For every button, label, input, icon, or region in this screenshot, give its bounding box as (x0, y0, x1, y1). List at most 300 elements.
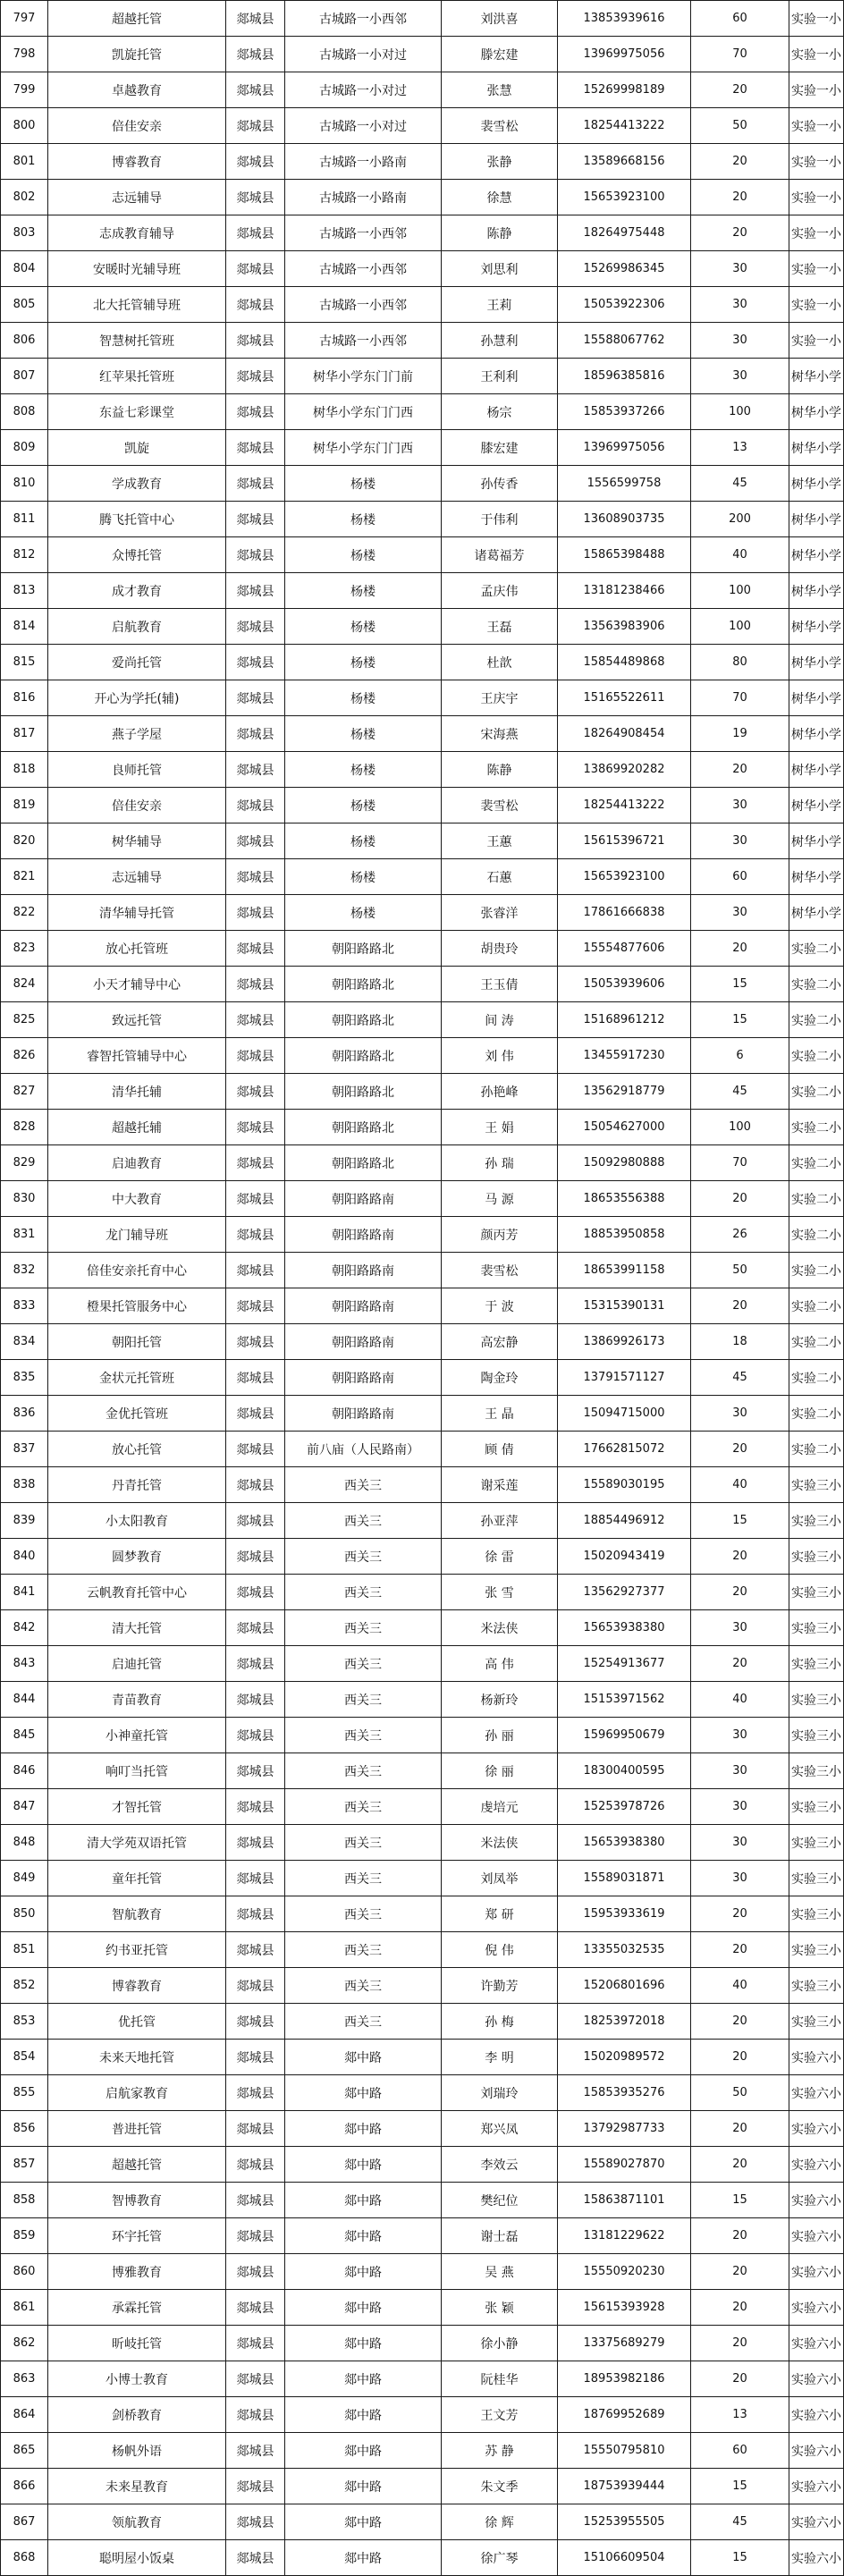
table-row (1, 2040, 844, 2075)
phone-number: 15653938380 (558, 1825, 691, 1861)
address: 郯中路 (285, 2147, 442, 2183)
table-row (1, 108, 844, 144)
contact-person: 裴雪松 (442, 108, 558, 144)
county: 郯城县 (226, 2326, 285, 2361)
table-row (1, 680, 844, 716)
contact-person: 陶金玲 (442, 1360, 558, 1396)
county: 郯城县 (226, 1753, 285, 1789)
address: 朝阳路路北 (285, 1038, 442, 1074)
address: 郯中路 (285, 2326, 442, 2361)
table-row (1, 1467, 844, 1503)
county: 郯城县 (226, 1896, 285, 1932)
address: 杨楼 (285, 502, 442, 537)
nearby-school: 实验二小 (789, 1002, 844, 1038)
contact-person: 虔培元 (442, 1789, 558, 1825)
student-count: 13 (691, 2397, 789, 2433)
county: 郯城县 (226, 144, 285, 180)
table-row (1, 1503, 844, 1539)
address: 西关三 (285, 1718, 442, 1753)
address: 杨楼 (285, 823, 442, 859)
table-row (1, 1575, 844, 1610)
address: 郯中路 (285, 2469, 442, 2504)
student-count: 70 (691, 1145, 789, 1181)
contact-person: 李效云 (442, 2147, 558, 2183)
county: 郯城县 (226, 1968, 285, 2004)
table-row (1, 1217, 844, 1253)
address: 西关三 (285, 1861, 442, 1896)
nearby-school: 实验六小 (789, 2183, 844, 2218)
contact-person: 倪 伟 (442, 1932, 558, 1968)
address: 西关三 (285, 1682, 442, 1718)
table-row (1, 1396, 844, 1432)
nearby-school: 实验六小 (789, 2040, 844, 2075)
county: 郯城县 (226, 180, 285, 215)
address: 西关三 (285, 1825, 442, 1861)
institution-name: 清大托管 (48, 1610, 226, 1646)
table-row (1, 823, 844, 859)
county: 郯城县 (226, 502, 285, 537)
county: 郯城县 (226, 2147, 285, 2183)
contact-person: 杨新玲 (442, 1682, 558, 1718)
student-count: 20 (691, 2326, 789, 2361)
institution-name: 杨帆外语 (48, 2433, 226, 2469)
contact-person: 米法侠 (442, 1610, 558, 1646)
student-count: 20 (691, 2111, 789, 2147)
county: 郯城县 (226, 1682, 285, 1718)
county: 郯城县 (226, 1825, 285, 1861)
county: 郯城县 (226, 537, 285, 573)
nearby-school: 实验三小 (789, 1718, 844, 1753)
row-index: 834 (1, 1324, 48, 1360)
county: 郯城县 (226, 931, 285, 967)
phone-number: 15865398488 (558, 537, 691, 573)
institution-name: 博睿教育 (48, 144, 226, 180)
phone-number: 15253955505 (558, 2504, 691, 2540)
student-count: 80 (691, 645, 789, 680)
table-row (1, 1110, 844, 1145)
institution-name: 智慧树托管班 (48, 323, 226, 359)
address: 杨楼 (285, 788, 442, 823)
table-row (1, 2075, 844, 2111)
county: 郯城县 (226, 1646, 285, 1682)
phone-number: 15020943419 (558, 1539, 691, 1575)
nearby-school: 实验二小 (789, 1145, 844, 1181)
contact-person: 阮桂华 (442, 2361, 558, 2397)
table-row (1, 1074, 844, 1110)
address: 朝阳路路南 (285, 1360, 442, 1396)
institution-name: 超越托管 (48, 1, 226, 37)
institution-name: 安暖时光辅导班 (48, 251, 226, 287)
nearby-school: 实验一小 (789, 180, 844, 215)
address: 杨楼 (285, 752, 442, 788)
address: 杨楼 (285, 859, 442, 895)
phone-number: 15020989572 (558, 2040, 691, 2075)
nearby-school: 实验六小 (789, 2218, 844, 2254)
student-count: 30 (691, 823, 789, 859)
student-count: 30 (691, 788, 789, 823)
nearby-school: 实验三小 (789, 1503, 844, 1539)
row-index: 804 (1, 251, 48, 287)
student-count: 20 (691, 752, 789, 788)
contact-person: 高 伟 (442, 1646, 558, 1682)
contact-person: 徐慧 (442, 180, 558, 215)
phone-number: 18653556388 (558, 1181, 691, 1217)
nearby-school: 树华小学 (789, 680, 844, 716)
county: 郯城县 (226, 2004, 285, 2040)
address: 朝阳路路北 (285, 1002, 442, 1038)
address: 西关三 (285, 1575, 442, 1610)
county: 郯城县 (226, 716, 285, 752)
address: 郯中路 (285, 2540, 442, 2576)
institution-name: 启迪托管 (48, 1646, 226, 1682)
table-row (1, 931, 844, 967)
institution-name: 橙果托管服务中心 (48, 1288, 226, 1324)
student-count: 50 (691, 108, 789, 144)
student-count: 15 (691, 2469, 789, 2504)
student-count: 100 (691, 1110, 789, 1145)
county: 郯城县 (226, 2504, 285, 2540)
nearby-school: 树华小学 (789, 716, 844, 752)
phone-number: 13869920282 (558, 752, 691, 788)
address: 西关三 (285, 1467, 442, 1503)
nearby-school: 实验二小 (789, 1324, 844, 1360)
row-index: 866 (1, 2469, 48, 2504)
table-row (1, 1646, 844, 1682)
nearby-school: 实验一小 (789, 323, 844, 359)
row-index: 847 (1, 1789, 48, 1825)
table-row (1, 1610, 844, 1646)
student-count: 200 (691, 502, 789, 537)
phone-number: 18596385816 (558, 359, 691, 394)
county: 郯城县 (226, 2218, 285, 2254)
nearby-school: 树华小学 (789, 359, 844, 394)
table-row (1, 2469, 844, 2504)
institution-name: 放心托管班 (48, 931, 226, 967)
institution-name: 卓越教育 (48, 72, 226, 108)
county: 郯城县 (226, 2040, 285, 2075)
row-index: 860 (1, 2254, 48, 2290)
phone-number: 18854496912 (558, 1503, 691, 1539)
row-index: 808 (1, 394, 48, 430)
row-index: 835 (1, 1360, 48, 1396)
contact-person: 孙 瑞 (442, 1145, 558, 1181)
student-count: 20 (691, 1896, 789, 1932)
row-index: 850 (1, 1896, 48, 1932)
phone-number: 13969975056 (558, 430, 691, 466)
table-row (1, 251, 844, 287)
nearby-school: 树华小学 (789, 752, 844, 788)
contact-person: 孙艳峰 (442, 1074, 558, 1110)
address: 西关三 (285, 1753, 442, 1789)
contact-person: 杨宗 (442, 394, 558, 430)
institution-name: 童年托管 (48, 1861, 226, 1896)
table-row (1, 144, 844, 180)
institution-name: 志远辅导 (48, 180, 226, 215)
nearby-school: 实验三小 (789, 1825, 844, 1861)
institution-name: 博睿教育 (48, 1968, 226, 2004)
nearby-school: 实验六小 (789, 2361, 844, 2397)
contact-person: 王文芳 (442, 2397, 558, 2433)
row-index: 853 (1, 2004, 48, 2040)
student-count: 50 (691, 2075, 789, 2111)
county: 郯城县 (226, 1503, 285, 1539)
table-row (1, 752, 844, 788)
nearby-school: 实验二小 (789, 1432, 844, 1467)
student-count: 13 (691, 430, 789, 466)
institution-name: 清华托辅 (48, 1074, 226, 1110)
institution-name: 北大托管辅导班 (48, 287, 226, 323)
address: 郯中路 (285, 2433, 442, 2469)
student-count: 20 (691, 2004, 789, 2040)
county: 郯城县 (226, 1932, 285, 1968)
county: 郯城县 (226, 609, 285, 645)
address: 朝阳路路南 (285, 1324, 442, 1360)
county: 郯城县 (226, 2254, 285, 2290)
nearby-school: 树华小学 (789, 823, 844, 859)
contact-person: 膝宏建 (442, 430, 558, 466)
phone-number: 15269986345 (558, 251, 691, 287)
address: 西关三 (285, 1968, 442, 2004)
student-count: 20 (691, 1646, 789, 1682)
table-row (1, 180, 844, 215)
table-row (1, 2397, 844, 2433)
address: 古城路一小西邻 (285, 287, 442, 323)
phone-number: 15053922306 (558, 287, 691, 323)
phone-number: 15254913677 (558, 1646, 691, 1682)
institution-name: 树华辅导 (48, 823, 226, 859)
table-body (1, 1, 844, 2576)
contact-person: 孙 梅 (442, 2004, 558, 2040)
row-index: 814 (1, 609, 48, 645)
row-index: 812 (1, 537, 48, 573)
row-index: 843 (1, 1646, 48, 1682)
table-row (1, 430, 844, 466)
student-count: 15 (691, 1503, 789, 1539)
student-count: 30 (691, 287, 789, 323)
student-count: 45 (691, 2504, 789, 2540)
nearby-school: 实验二小 (789, 1360, 844, 1396)
table-row (1, 466, 844, 502)
county: 郯城县 (226, 1288, 285, 1324)
table-row (1, 1968, 844, 2004)
contact-person: 孙慧利 (442, 323, 558, 359)
row-index: 845 (1, 1718, 48, 1753)
table-row (1, 716, 844, 752)
nearby-school: 实验三小 (789, 1968, 844, 2004)
student-count: 40 (691, 1968, 789, 2004)
row-index: 798 (1, 37, 48, 72)
table-row (1, 2111, 844, 2147)
address: 树华小学东门门西 (285, 430, 442, 466)
nearby-school: 实验三小 (789, 1789, 844, 1825)
phone-number: 13869926173 (558, 1324, 691, 1360)
student-count: 20 (691, 2254, 789, 2290)
row-index: 818 (1, 752, 48, 788)
row-index: 857 (1, 2147, 48, 2183)
county: 郯城县 (226, 251, 285, 287)
table-row (1, 645, 844, 680)
row-index: 797 (1, 1, 48, 37)
student-count: 19 (691, 716, 789, 752)
student-count: 20 (691, 1575, 789, 1610)
contact-person: 间 涛 (442, 1002, 558, 1038)
nearby-school: 树华小学 (789, 430, 844, 466)
phone-number: 17662815072 (558, 1432, 691, 1467)
row-index: 861 (1, 2290, 48, 2326)
phone-number: 18753939444 (558, 2469, 691, 2504)
phone-number: 13853939616 (558, 1, 691, 37)
contact-person: 徐小静 (442, 2326, 558, 2361)
institution-name: 成才教育 (48, 573, 226, 609)
row-index: 800 (1, 108, 48, 144)
nearby-school: 树华小学 (789, 859, 844, 895)
phone-number: 13792987733 (558, 2111, 691, 2147)
nearby-school: 实验六小 (789, 2254, 844, 2290)
nearby-school: 实验六小 (789, 2540, 844, 2576)
nearby-school: 实验六小 (789, 2397, 844, 2433)
address: 郯中路 (285, 2254, 442, 2290)
institution-name: 才智托管 (48, 1789, 226, 1825)
address: 杨楼 (285, 716, 442, 752)
row-index: 854 (1, 2040, 48, 2075)
table-row (1, 1002, 844, 1038)
table-row (1, 1038, 844, 1074)
contact-person: 孙 丽 (442, 1718, 558, 1753)
contact-person: 胡贵玲 (442, 931, 558, 967)
institution-name: 环宇托管 (48, 2218, 226, 2254)
table-row (1, 287, 844, 323)
student-count: 60 (691, 1, 789, 37)
nearby-school: 树华小学 (789, 502, 844, 537)
institution-name: 博雅教育 (48, 2254, 226, 2290)
address: 古城路一小对过 (285, 108, 442, 144)
institution-name: 智博教育 (48, 2183, 226, 2218)
phone-number: 18254413222 (558, 788, 691, 823)
row-index: 840 (1, 1539, 48, 1575)
contact-person: 于 波 (442, 1288, 558, 1324)
institution-name: 中大教育 (48, 1181, 226, 1217)
nearby-school: 实验一小 (789, 144, 844, 180)
student-count: 20 (691, 180, 789, 215)
nearby-school: 实验六小 (789, 2326, 844, 2361)
institution-name: 东益七彩课堂 (48, 394, 226, 430)
table-row (1, 37, 844, 72)
institution-name: 约书亚托管 (48, 1932, 226, 1968)
address: 朝阳路路北 (285, 931, 442, 967)
county: 郯城县 (226, 1253, 285, 1288)
address: 郯中路 (285, 2218, 442, 2254)
institution-name: 红苹果托管班 (48, 359, 226, 394)
phone-number: 15168961212 (558, 1002, 691, 1038)
county: 郯城县 (226, 1789, 285, 1825)
contact-person: 顾 倩 (442, 1432, 558, 1467)
phone-number: 15094715000 (558, 1396, 691, 1432)
county: 郯城县 (226, 1145, 285, 1181)
institution-name: 凯旋 (48, 430, 226, 466)
phone-number: 15953933619 (558, 1896, 691, 1932)
nearby-school: 实验二小 (789, 1396, 844, 1432)
phone-number: 13589668156 (558, 144, 691, 180)
address: 西关三 (285, 1646, 442, 1682)
county: 郯城县 (226, 1718, 285, 1753)
address: 郯中路 (285, 2075, 442, 2111)
student-count: 20 (691, 1288, 789, 1324)
institution-name: 爱尚托管 (48, 645, 226, 680)
student-count: 60 (691, 859, 789, 895)
phone-number: 15315390131 (558, 1288, 691, 1324)
student-count: 20 (691, 215, 789, 251)
student-count: 30 (691, 1396, 789, 1432)
county: 郯城县 (226, 859, 285, 895)
student-count: 100 (691, 609, 789, 645)
address: 朝阳路路南 (285, 1288, 442, 1324)
phone-number: 13608903735 (558, 502, 691, 537)
table-row (1, 1360, 844, 1396)
contact-person: 刘洪喜 (442, 1, 558, 37)
row-index: 852 (1, 1968, 48, 2004)
nearby-school: 实验三小 (789, 1932, 844, 1968)
phone-number: 15153971562 (558, 1682, 691, 1718)
county: 郯城县 (226, 1217, 285, 1253)
row-index: 864 (1, 2397, 48, 2433)
row-index: 837 (1, 1432, 48, 1467)
address: 古城路一小路南 (285, 144, 442, 180)
institution-name: 小太阳教育 (48, 1503, 226, 1539)
nearby-school: 实验二小 (789, 1288, 844, 1324)
phone-number: 15853937266 (558, 394, 691, 430)
nearby-school: 实验二小 (789, 1074, 844, 1110)
phone-number: 15653923100 (558, 859, 691, 895)
nearby-school: 实验六小 (789, 2075, 844, 2111)
contact-person: 滕宏建 (442, 37, 558, 72)
address: 郯中路 (285, 2504, 442, 2540)
phone-number: 15092980888 (558, 1145, 691, 1181)
row-index: 829 (1, 1145, 48, 1181)
student-count: 70 (691, 680, 789, 716)
county: 郯城县 (226, 2111, 285, 2147)
county: 郯城县 (226, 895, 285, 931)
contact-person: 石蕙 (442, 859, 558, 895)
phone-number: 15053939606 (558, 967, 691, 1002)
phone-number: 15206801696 (558, 1968, 691, 2004)
phone-number: 15550920230 (558, 2254, 691, 2290)
contact-person: 王蕙 (442, 823, 558, 859)
table-row (1, 895, 844, 931)
address: 杨楼 (285, 466, 442, 502)
row-index: 817 (1, 716, 48, 752)
row-index: 819 (1, 788, 48, 823)
county: 郯城县 (226, 1181, 285, 1217)
county: 郯城县 (226, 1038, 285, 1074)
address: 朝阳路路南 (285, 1253, 442, 1288)
row-index: 833 (1, 1288, 48, 1324)
institution-name: 倍佳安亲 (48, 108, 226, 144)
address: 古城路一小西邻 (285, 323, 442, 359)
table-row (1, 1539, 844, 1575)
student-count: 6 (691, 1038, 789, 1074)
table-row (1, 1932, 844, 1968)
row-index: 801 (1, 144, 48, 180)
row-index: 815 (1, 645, 48, 680)
student-count: 40 (691, 1467, 789, 1503)
table-row (1, 1718, 844, 1753)
contact-person: 孙亚萍 (442, 1503, 558, 1539)
table-row (1, 537, 844, 573)
county: 郯城县 (226, 1324, 285, 1360)
phone-number: 15589027870 (558, 2147, 691, 2183)
contact-person: 樊纪位 (442, 2183, 558, 2218)
phone-number: 15550795810 (558, 2433, 691, 2469)
